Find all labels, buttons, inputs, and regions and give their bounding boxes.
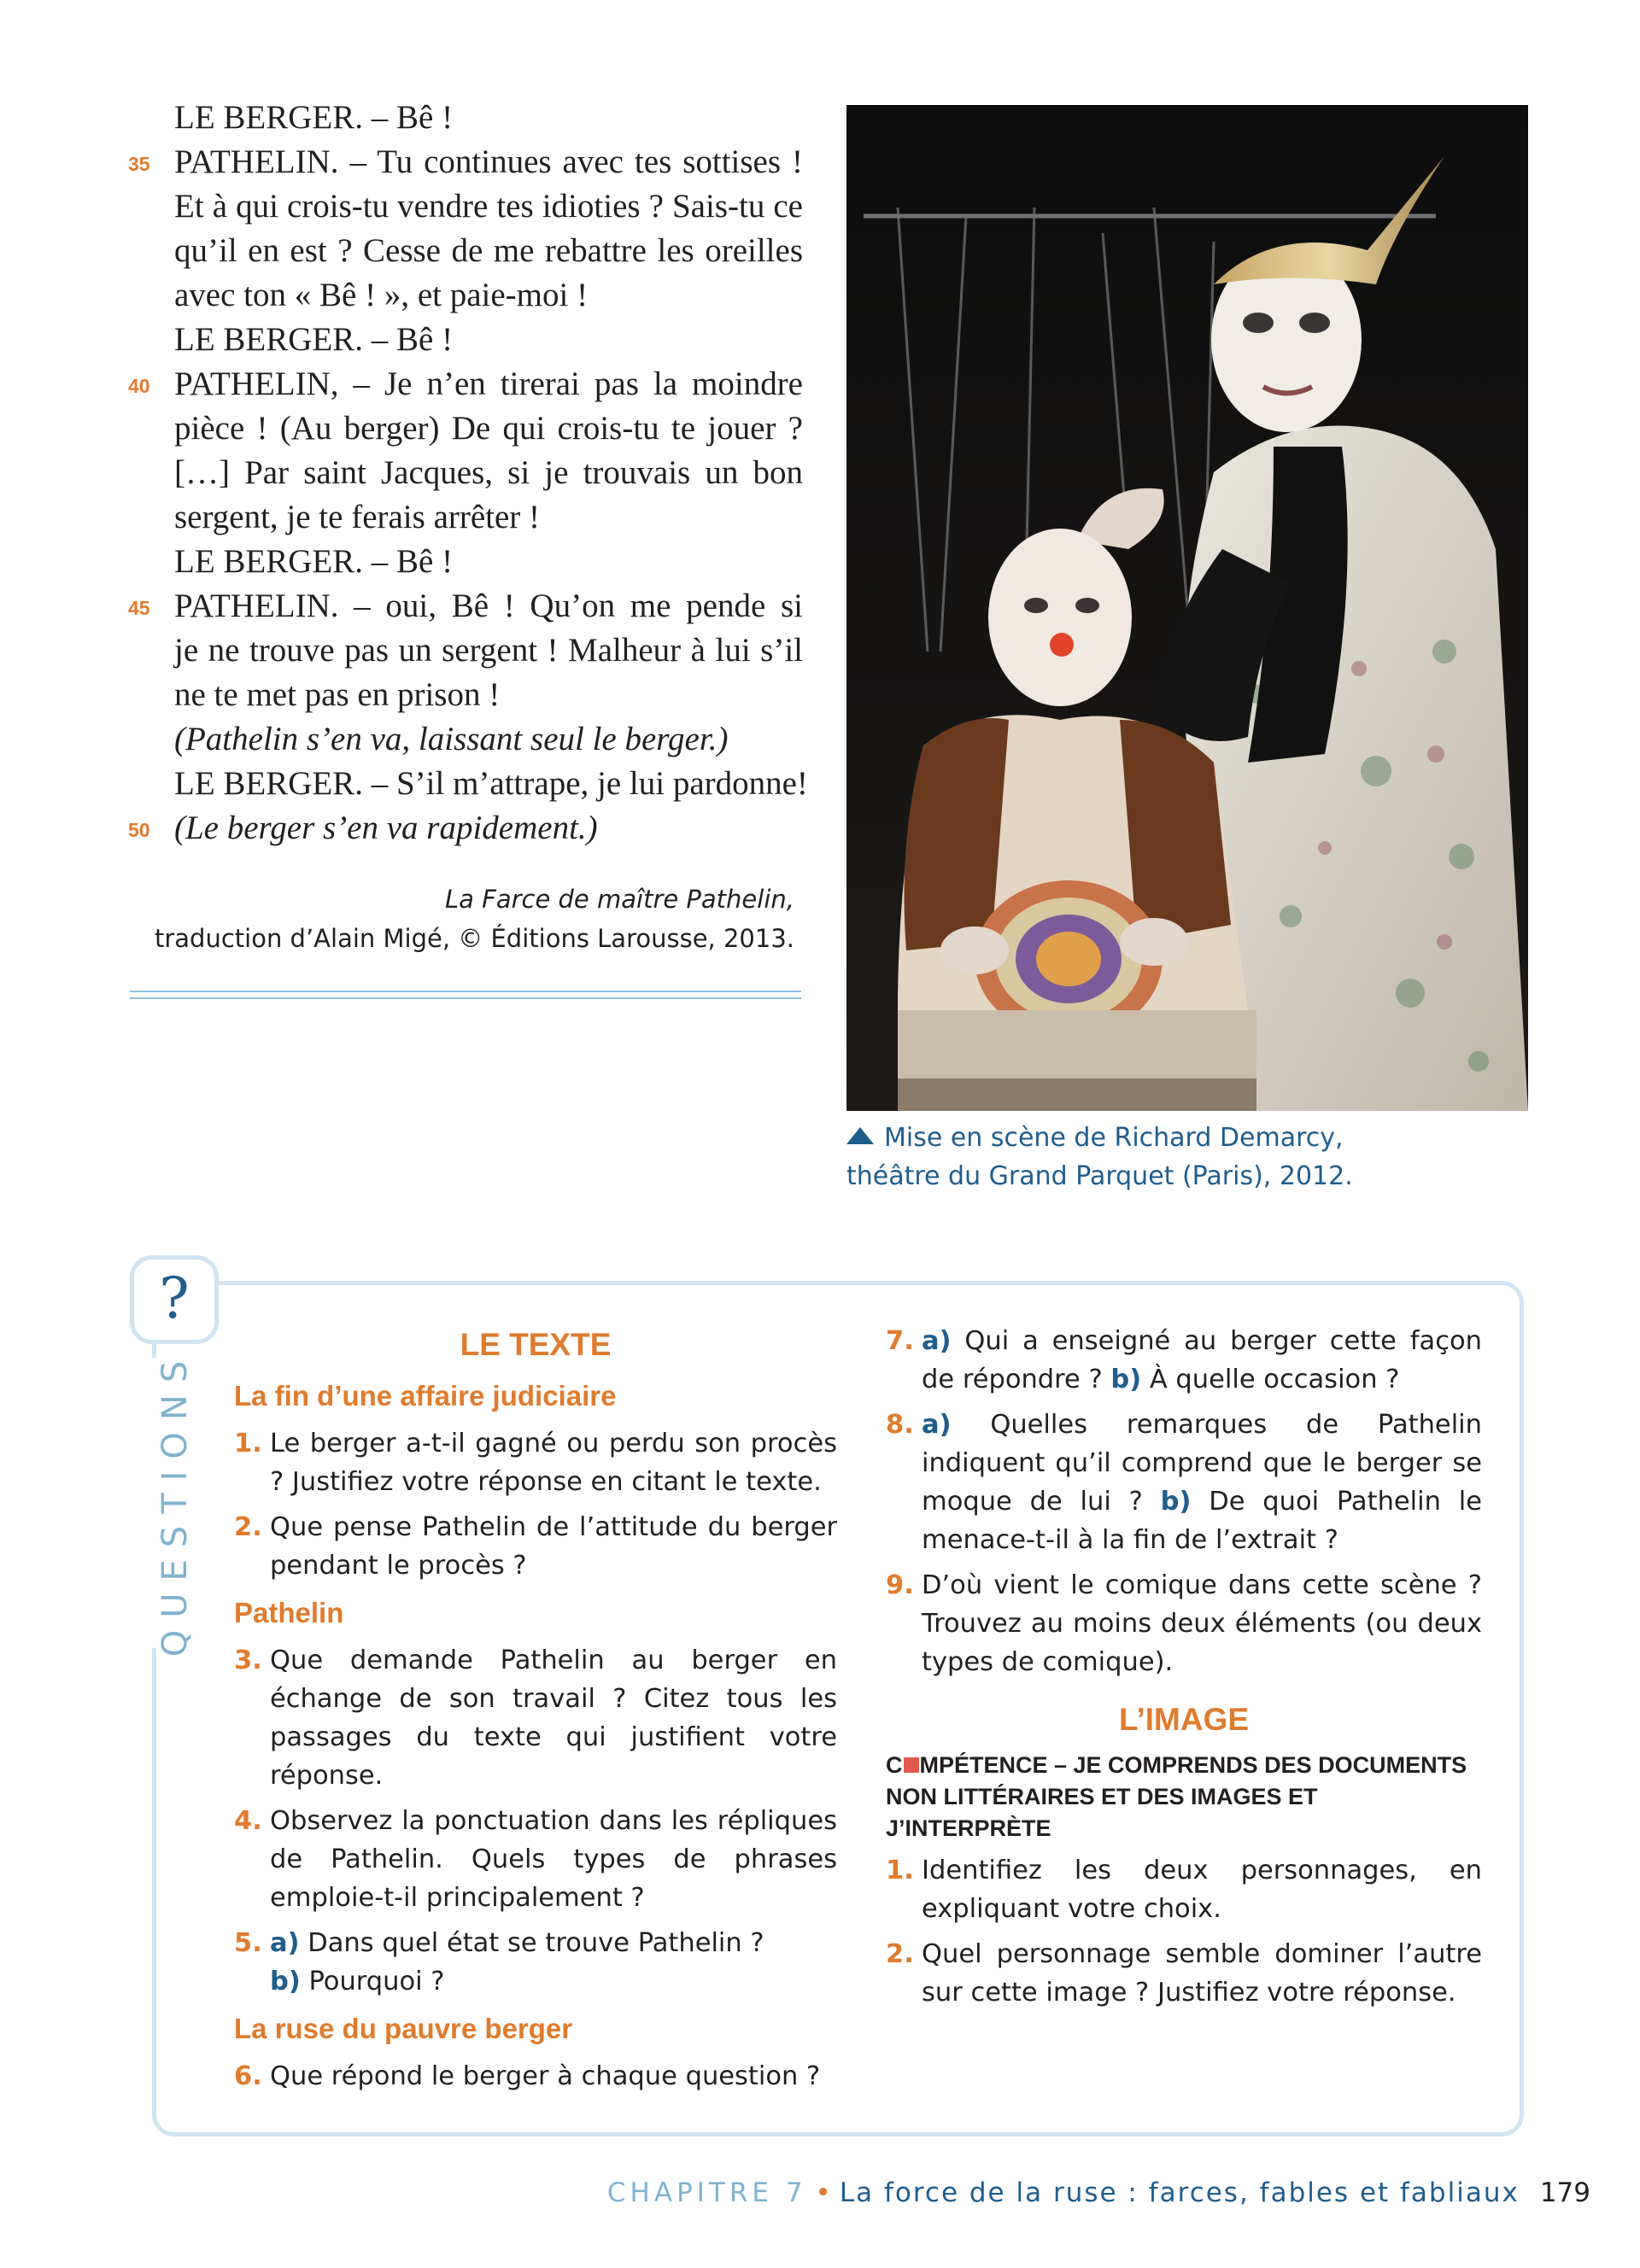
question-2: 2. Que pense Pathelin de l’attitude du berger pendant le procès ? [234, 1512, 837, 1581]
dialogue-text-line: PATHELIN, – Je n’en tirerai pas la moindre [174, 365, 803, 402]
competence-square-icon [904, 1757, 919, 1773]
dialogue-line [128, 762, 808, 806]
question-4: 4. Observez la ponctuation dans les répliques de Pathelin. Quels types de phrases emploie-t-il principalement ? [234, 1806, 837, 1913]
source-citation [128, 880, 794, 958]
question-5: 5. a) Dans quel état se trouve Pathelin ? b) Pourquoi ? [234, 1928, 764, 1996]
dialogue-text-line: (Le berger s’en va rapidement.) [174, 810, 598, 846]
stage-photo-illustration [846, 105, 1528, 1111]
source-credit: traduction d’Alain Migé, © Éditions Larousse, 2013. [154, 924, 794, 953]
line-number: 35 [128, 153, 150, 175]
line-number: 50 [128, 819, 150, 841]
dialogue-line [128, 584, 803, 628]
stage-photo [846, 105, 1528, 1111]
dialogue-line [128, 495, 803, 540]
dialogue-line [128, 806, 803, 850]
page-footer [607, 2177, 1590, 2208]
dialogue-line [128, 273, 803, 318]
questions-label: QUESTIONS [155, 1348, 195, 1657]
question-7: 7. a) Qui a enseigné au berger cette façon de répondre ? b) À quelle occasion ? [886, 1326, 1482, 1394]
subhead-ruse-berger: La ruse du pauvre berger [234, 2013, 573, 2044]
question-9: 9. D’où vient le comique dans cette scène ? Trouvez au moins deux éléments (ou deux types de comique). [886, 1570, 1482, 1677]
questions-right-column [886, 1322, 1482, 2012]
dialogue-line [128, 540, 803, 584]
line-number: 40 [128, 375, 150, 397]
dialogue-line [128, 318, 803, 362]
dialogue-line [128, 628, 803, 673]
questions-left-column [234, 1322, 837, 2096]
dialogue-line [128, 96, 803, 140]
dialogue-text-line: LE BERGER. – Bê ! [174, 99, 454, 136]
question-mark-badge [130, 1255, 219, 1344]
caption-line-1: Mise en scène de Richard Demarcy, [884, 1123, 1344, 1153]
dialogue-line [128, 229, 803, 273]
dialogue-text-line: LE BERGER. – Bê ! [174, 321, 454, 358]
line-number: 45 [128, 597, 150, 619]
image-question-2: 2. Quel personnage semble dominer l’autre sur cette image ? Justifiez votre réponse. [886, 1939, 1482, 2008]
dialogue-text-line: […] Par saint Jacques, si je trouvais un bon [174, 454, 803, 491]
dialogue-text-line: PATHELIN. – oui, Bê ! Qu’on me pende si [174, 587, 803, 624]
footer-title: La force de la ruse : farces, fables et fabliaux [839, 2177, 1520, 2208]
dialogue-text-line: qu’il en est ? Cesse de me rebattre les oreilles [174, 232, 803, 269]
dialogue-text-line: pièce ! (Au berger) De qui crois-tu te jouer ? [174, 410, 803, 447]
subhead-affaire-judiciaire: La fin d’une affaire judiciaire [234, 1380, 617, 1412]
page-number: 179 [1539, 2177, 1590, 2208]
caption-line-2: théâtre du Grand Parquet (Paris), 2012. [846, 1161, 1353, 1191]
caption-triangle-icon [846, 1127, 874, 1144]
photo-caption [846, 1119, 1530, 1195]
dialogue-text-line: (Pathelin s’en va, laissant seul le berger.) [174, 721, 729, 757]
question-8: 8. a) Quelles remarques de Pathelin indiquent qu’il comprend que le berger se moque de lui ? b) De quoi Pathelin le menace-t-il à la fin de l’extrait ? [886, 1410, 1482, 1555]
source-title: La Farce de maître Pathelin, [445, 885, 794, 914]
dialogue-line [128, 184, 803, 229]
dialogue-line [128, 451, 803, 495]
dialogue-line [128, 406, 803, 451]
image-question-1: 1. Identifiez les deux personnages, en expliquant votre choix. [886, 1856, 1482, 1924]
dialogue-text-line: ne te met pas en prison ! [174, 676, 501, 713]
dialogue-text-line: Et à qui crois-tu vendre tes idioties ? Sais-tu ce [174, 188, 803, 225]
question-6: 6. Que répond le berger à chaque question ? [234, 2061, 821, 2091]
question-1: 1. Le berger a-t-il gagné ou perdu son procès ? Justifiez votre réponse en citant le texte. [234, 1429, 837, 1497]
dialogue-text-line: sergent, je te ferais arrêter ! [174, 499, 541, 535]
section-title-texte: LE TEXTE [460, 1327, 612, 1362]
section-title-image: L’IMAGE [1118, 1702, 1250, 1737]
section-divider [130, 991, 801, 999]
question-mark-icon: ? [159, 1266, 190, 1331]
dialogue-text-line: PATHELIN. – Tu continues avec tes sottises ! [174, 143, 803, 180]
competence-label: C MPÉTENCE – JE COMPRENDS DES DOCUMENTS NON LITTÉRAIRES ET DES IMAGES ET J’INTERPRÈTE [886, 1752, 1467, 1841]
dialogue-text-line: avec ton « Bê ! », et paie-moi ! [174, 277, 589, 313]
footer-bullet: • [815, 2177, 831, 2208]
subhead-pathelin: Pathelin [234, 1597, 344, 1628]
dialogue-text [128, 96, 808, 850]
dialogue-line [128, 673, 803, 717]
dialogue-text-line: LE BERGER. – Bê ! [174, 543, 454, 580]
footer-chapter: CHAPITRE 7 [606, 2177, 807, 2208]
questions-vertical-label [120, 1348, 231, 1657]
dialogue-line [128, 140, 803, 184]
dialogue-line [128, 717, 803, 762]
dialogue-line [128, 362, 803, 406]
dialogue-text-line: je ne trouve pas un sergent ! Malheur à lui s’il [174, 632, 803, 669]
question-3: 3. Que demande Pathelin au berger en échange de son travail ? Citez tous les passages du texte qui justifient votre réponse. [234, 1645, 837, 1791]
dialogue-text-line: LE BERGER. – S’il m’attrape, je lui pardonne! [174, 765, 808, 802]
